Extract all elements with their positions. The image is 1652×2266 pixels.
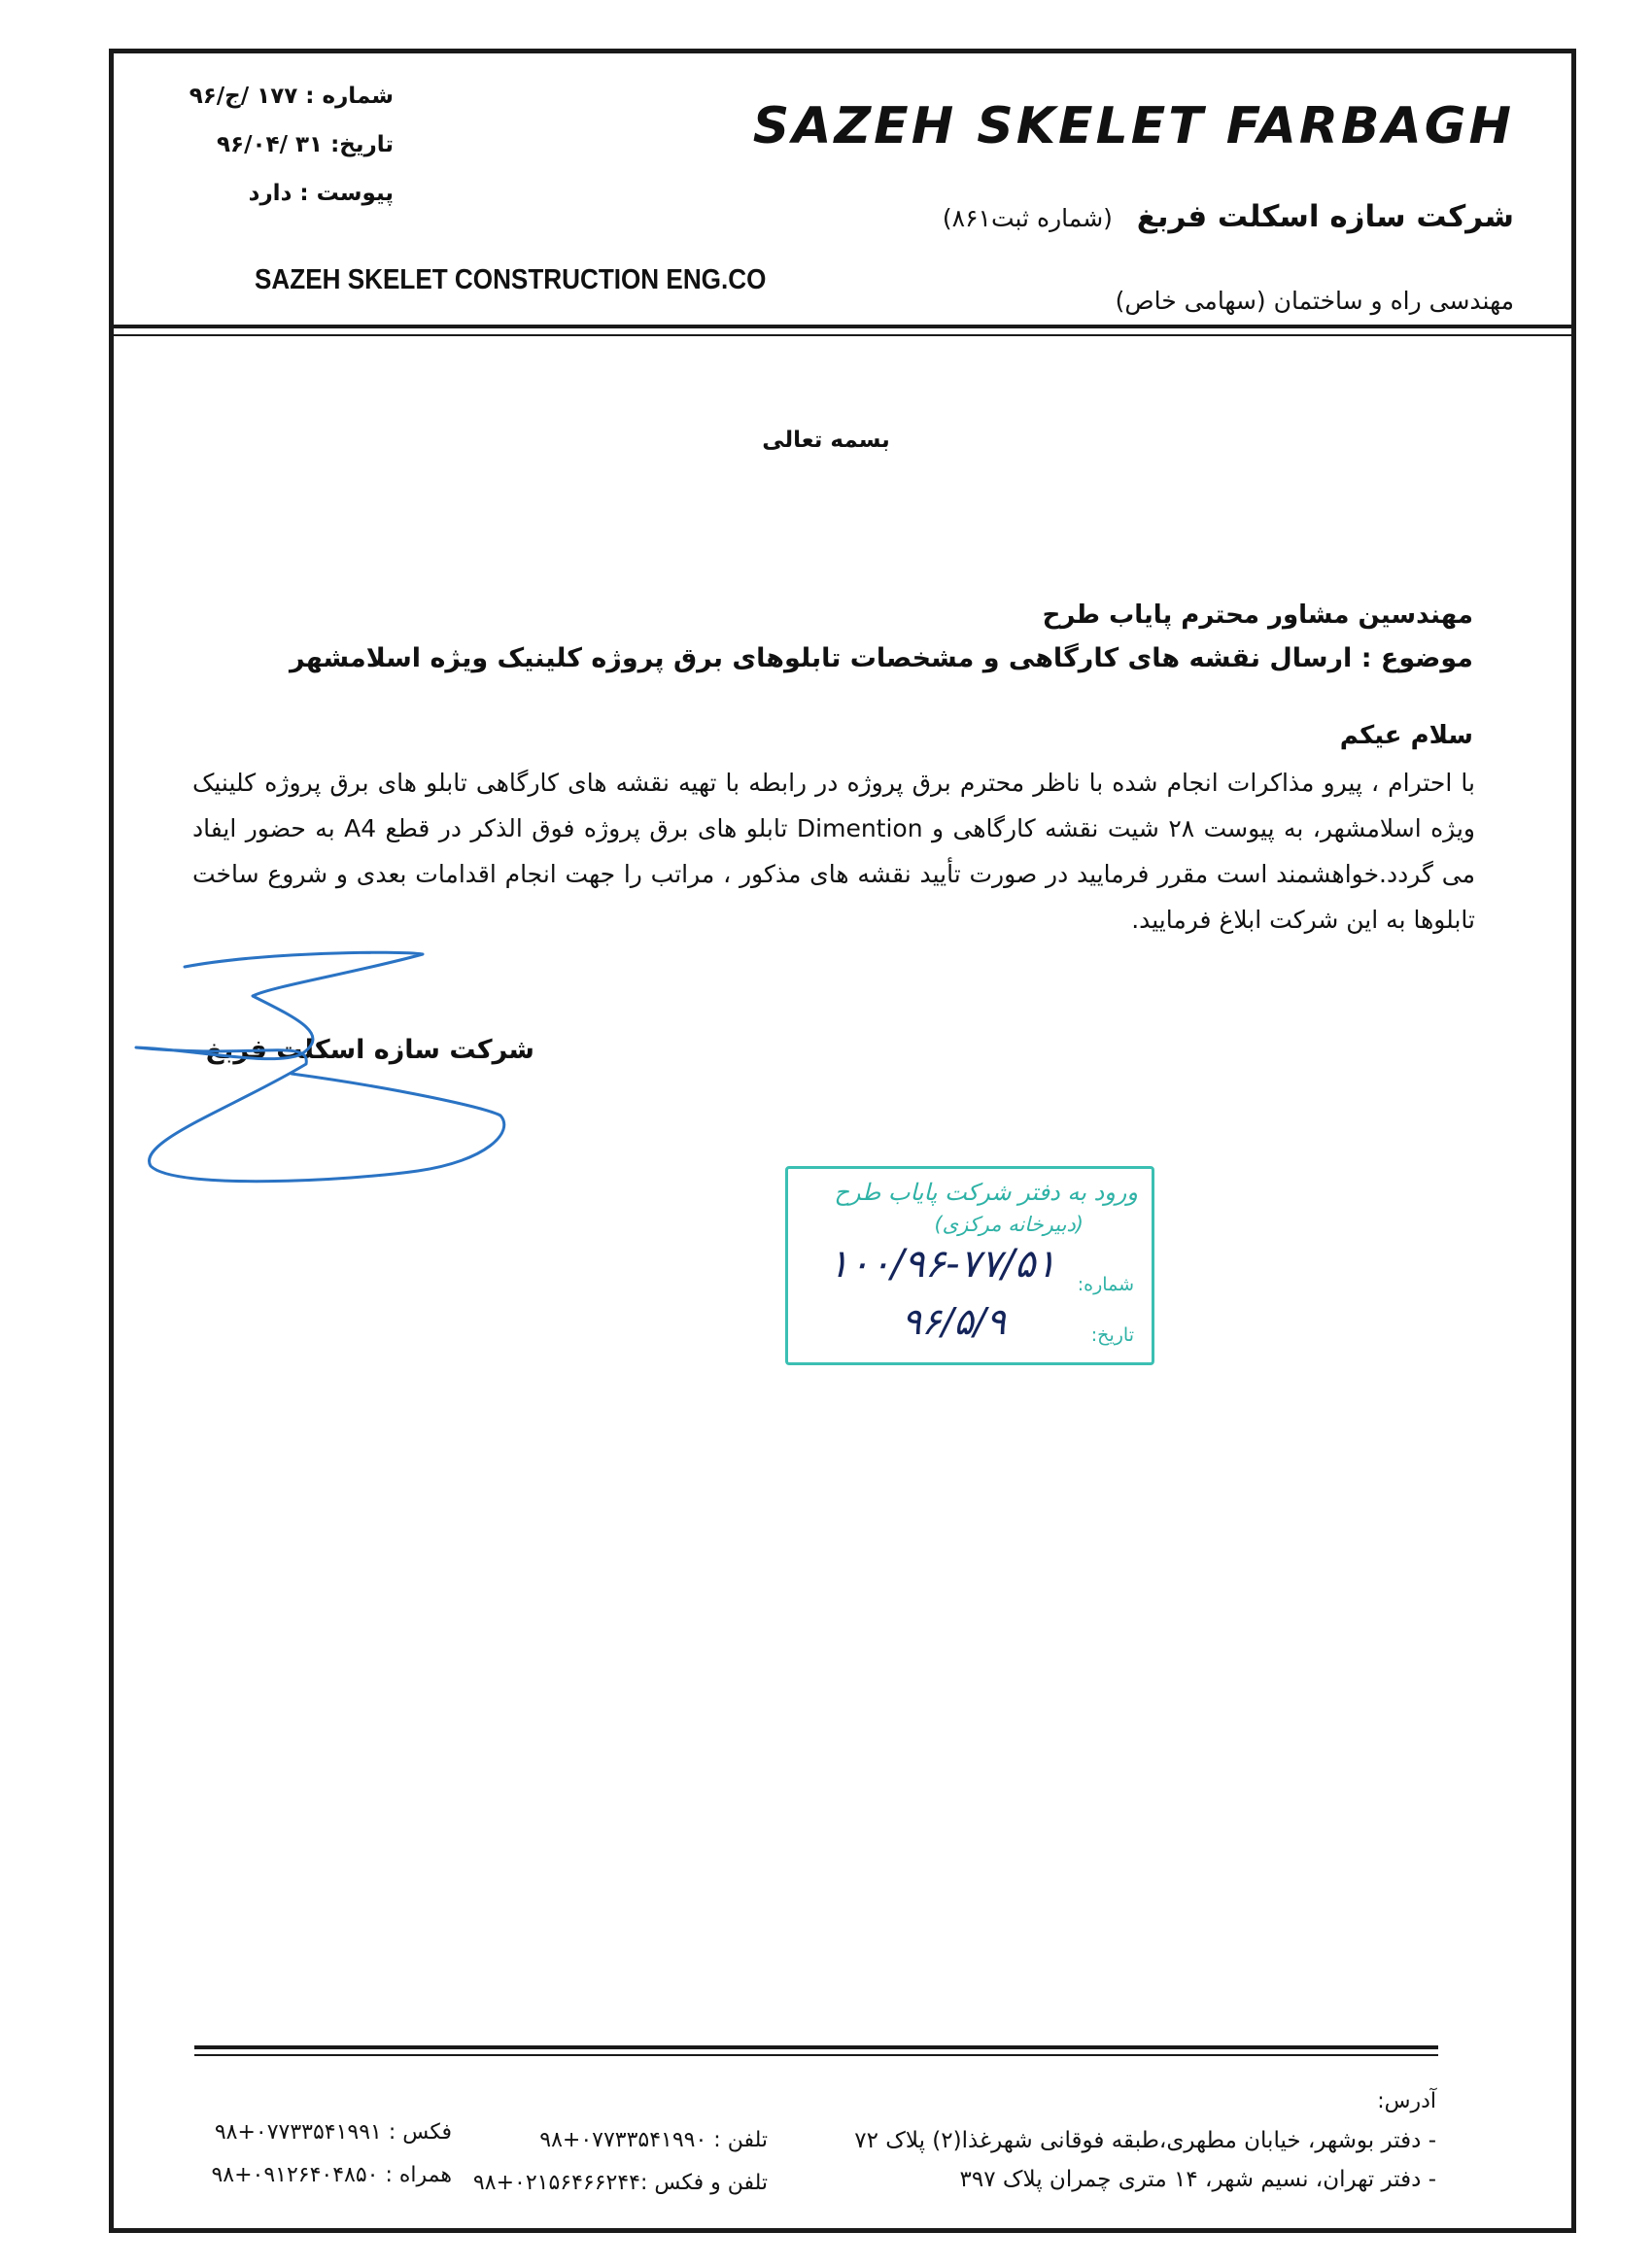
stamp-date-value: ۹۶/۵/۹ [901, 1300, 1006, 1343]
stamp-number-label: شماره: [1077, 1274, 1134, 1295]
letter-date: تاریخ: ۳۱ /۹۶/۰۴ [217, 132, 394, 157]
brand-title: SAZEH SKELET FARBAGH [752, 97, 1514, 155]
stamp-number-value: ۱۰۰/۹۶-۷۷/۵۱ [828, 1242, 1056, 1287]
address-label: آدرس: [1377, 2089, 1436, 2113]
fax-bushehr: فکس : ۰۷۷۳۳۵۴۱۹۹۱+۹۸ [214, 2120, 452, 2145]
header-divider [114, 325, 1571, 328]
stamp-title: ورود به دفتر شرکت پایاب طرح [834, 1179, 1138, 1206]
invocation: بسمه تعالی [762, 428, 890, 453]
address-tehran: - دفتر تهران، نسیم شهر، ۱۴ متری چمران پلاک ۳۹۷ [959, 2167, 1436, 2192]
body-paragraph: با احترام ، پیرو مذاکرات انجام شده با ناظر محترم برق پروژه در رابطه با تهیه نقشه های کارگاهی تابلو های برق پروژه کلینیک ویژه اسلامشهر، به پیوست ۲۸ شیت نقشه کارگاهی و Dimention تابلو های برق پروژه فوق الذکر در قطع A4 به حضور ایفاد می گردد.خواهشمند است مقرر فرمایید در صورت تأیید نقشه های مذکور ، مراتب را جهت انجام اقدامات بعدی و شروع ساخت تابلوها به این شرکت ابلاغ فرمایید. [192, 769, 1476, 934]
addressee: مهندسین مشاور محترم پایاب طرح [1042, 601, 1473, 630]
greeting: سلام عیکم [1339, 721, 1473, 750]
company-name-en: SAZEH SKELET CONSTRUCTION ENG.CO [255, 264, 767, 295]
company-subtitle: مهندسی راه و ساختمان (سهامی خاص) [1115, 287, 1514, 315]
header-divider-thin [114, 334, 1571, 336]
letter-number: شماره : ۱۷۷ /ج/۹۶ [189, 84, 394, 109]
phone-fax-tehran: تلفن و فکس :۰۲۱۵۶۴۶۶۲۴۴+۹۸ [472, 2171, 768, 2195]
footer-divider-thin [194, 2054, 1438, 2056]
signature-company: شرکت سازه اسکلت فربغ [205, 1035, 534, 1065]
company-name-text: شرکت سازه اسکلت فربغ [1136, 199, 1514, 234]
handwritten-signature [107, 943, 632, 1195]
mobile-tehran: همراه : ۰۹۱۲۶۴۰۴۸۵۰+۹۸ [211, 2163, 452, 2187]
stamp-subtitle: (دبیرخانه مرکزی) [934, 1213, 1084, 1236]
footer-divider [194, 2045, 1438, 2049]
receipt-stamp [785, 1166, 1154, 1365]
address-bushehr: - دفتر بوشهر، خیابان مطهری،طبقه فوقانی شهرغذا(۲) پلاک ۷۲ [854, 2128, 1436, 2153]
registration-number: (شماره ثبت۸۶۱) [942, 204, 1113, 232]
company-name-fa [943, 199, 1514, 234]
phone-bushehr: تلفن : ۰۷۷۳۳۵۴۱۹۹۰+۹۸ [539, 2128, 768, 2152]
stamp-date-label: تاریخ: [1090, 1324, 1134, 1346]
subject-line: موضوع : ارسال نقشه های کارگاهی و مشخصات تابلوهای برق پروژه کلینیک ویژه اسلامشهر [289, 643, 1473, 673]
letter-attachment: پیوست : دارد [248, 181, 394, 206]
